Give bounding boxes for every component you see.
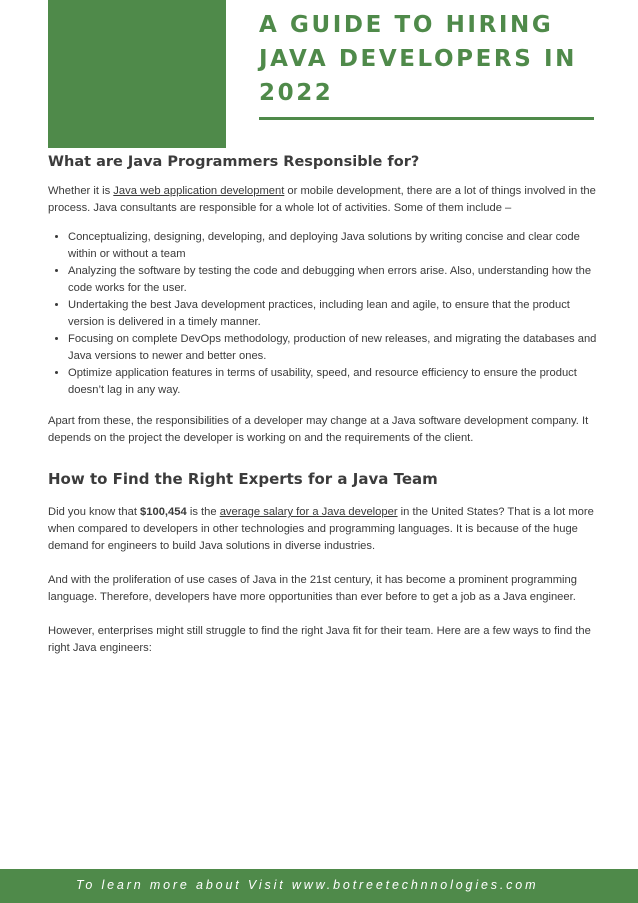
java-web-app-dev-link[interactable]: Java web application development <box>113 185 285 197</box>
list-item: • Optimize application features in terms of usability, speed, and resource efficiency to ensure the product doesn’t lag in any way. <box>68 365 600 399</box>
header-green-block <box>48 0 226 148</box>
footer-text: To learn more about Visit www.botreetechnnologies.com <box>76 878 539 892</box>
responsibilities-intro <box>48 183 600 217</box>
proliferation-paragraph: And with the proliferation of use cases of Java in the 21st century, it has become a prominent programming language. Therefore, developers have more opportunities than ever before to get a job as a Java engineer. <box>48 574 577 603</box>
salary-paragraph <box>48 504 600 555</box>
intro-text-start: Whether it is <box>48 185 114 197</box>
salary-text-2: is the <box>186 506 220 518</box>
salary-text-1: Did you know that <box>48 506 141 518</box>
salary-text-3: in the United States? That is a lot more when compared to developers in other technologies and programming languages. It is because of the huge demand for engineers to build Java solutions in diverse industries. <box>48 506 594 552</box>
enterprises-paragraph: However, enterprises might still struggle to find the right Java fit for their team. Here are a few ways to find the right Java engineers: <box>48 625 591 654</box>
page-title: A GUIDE TO HIRING JAVA DEVELOPERS IN 2022 <box>259 12 578 106</box>
list-item: • Focusing on complete DevOps methodology, production of new releases, and migrating the databases and Java versions to newer and better ones. <box>68 331 600 365</box>
section-heading-find-experts: How to Find the Right Experts for a Java Team <box>48 470 438 488</box>
intro-text-end: or mobile development, there are a lot of things involved in the process. Java consultants are responsible for a whole lot of activities. Some of them include – <box>48 185 596 214</box>
list-item: • Undertaking the best Java development practices, including lean and agile, to ensure that the product version is delivered in a timely manner. <box>68 297 600 331</box>
salary-figure: $100,454 <box>140 506 187 518</box>
responsibilities-closing: Apart from these, the responsibilities of a developer may change at a Java software development company. It depends on the project the developer is working on and the requirements of the client. <box>48 415 589 444</box>
responsibilities-list <box>48 229 600 399</box>
section-heading-responsibilities: What are Java Programmers Responsible for? <box>48 154 420 170</box>
average-salary-link[interactable]: average salary for a Java developer <box>219 506 398 518</box>
title-underline <box>259 117 594 120</box>
article-body <box>48 150 600 657</box>
list-item: • Analyzing the software by testing the code and debugging when errors arise. Also, understanding how the code works for the user. <box>68 263 600 297</box>
list-item: • Conceptualizing, designing, developing, and deploying Java solutions by writing concise and clear code within or without a team <box>68 229 600 263</box>
footer-bar <box>0 869 638 903</box>
